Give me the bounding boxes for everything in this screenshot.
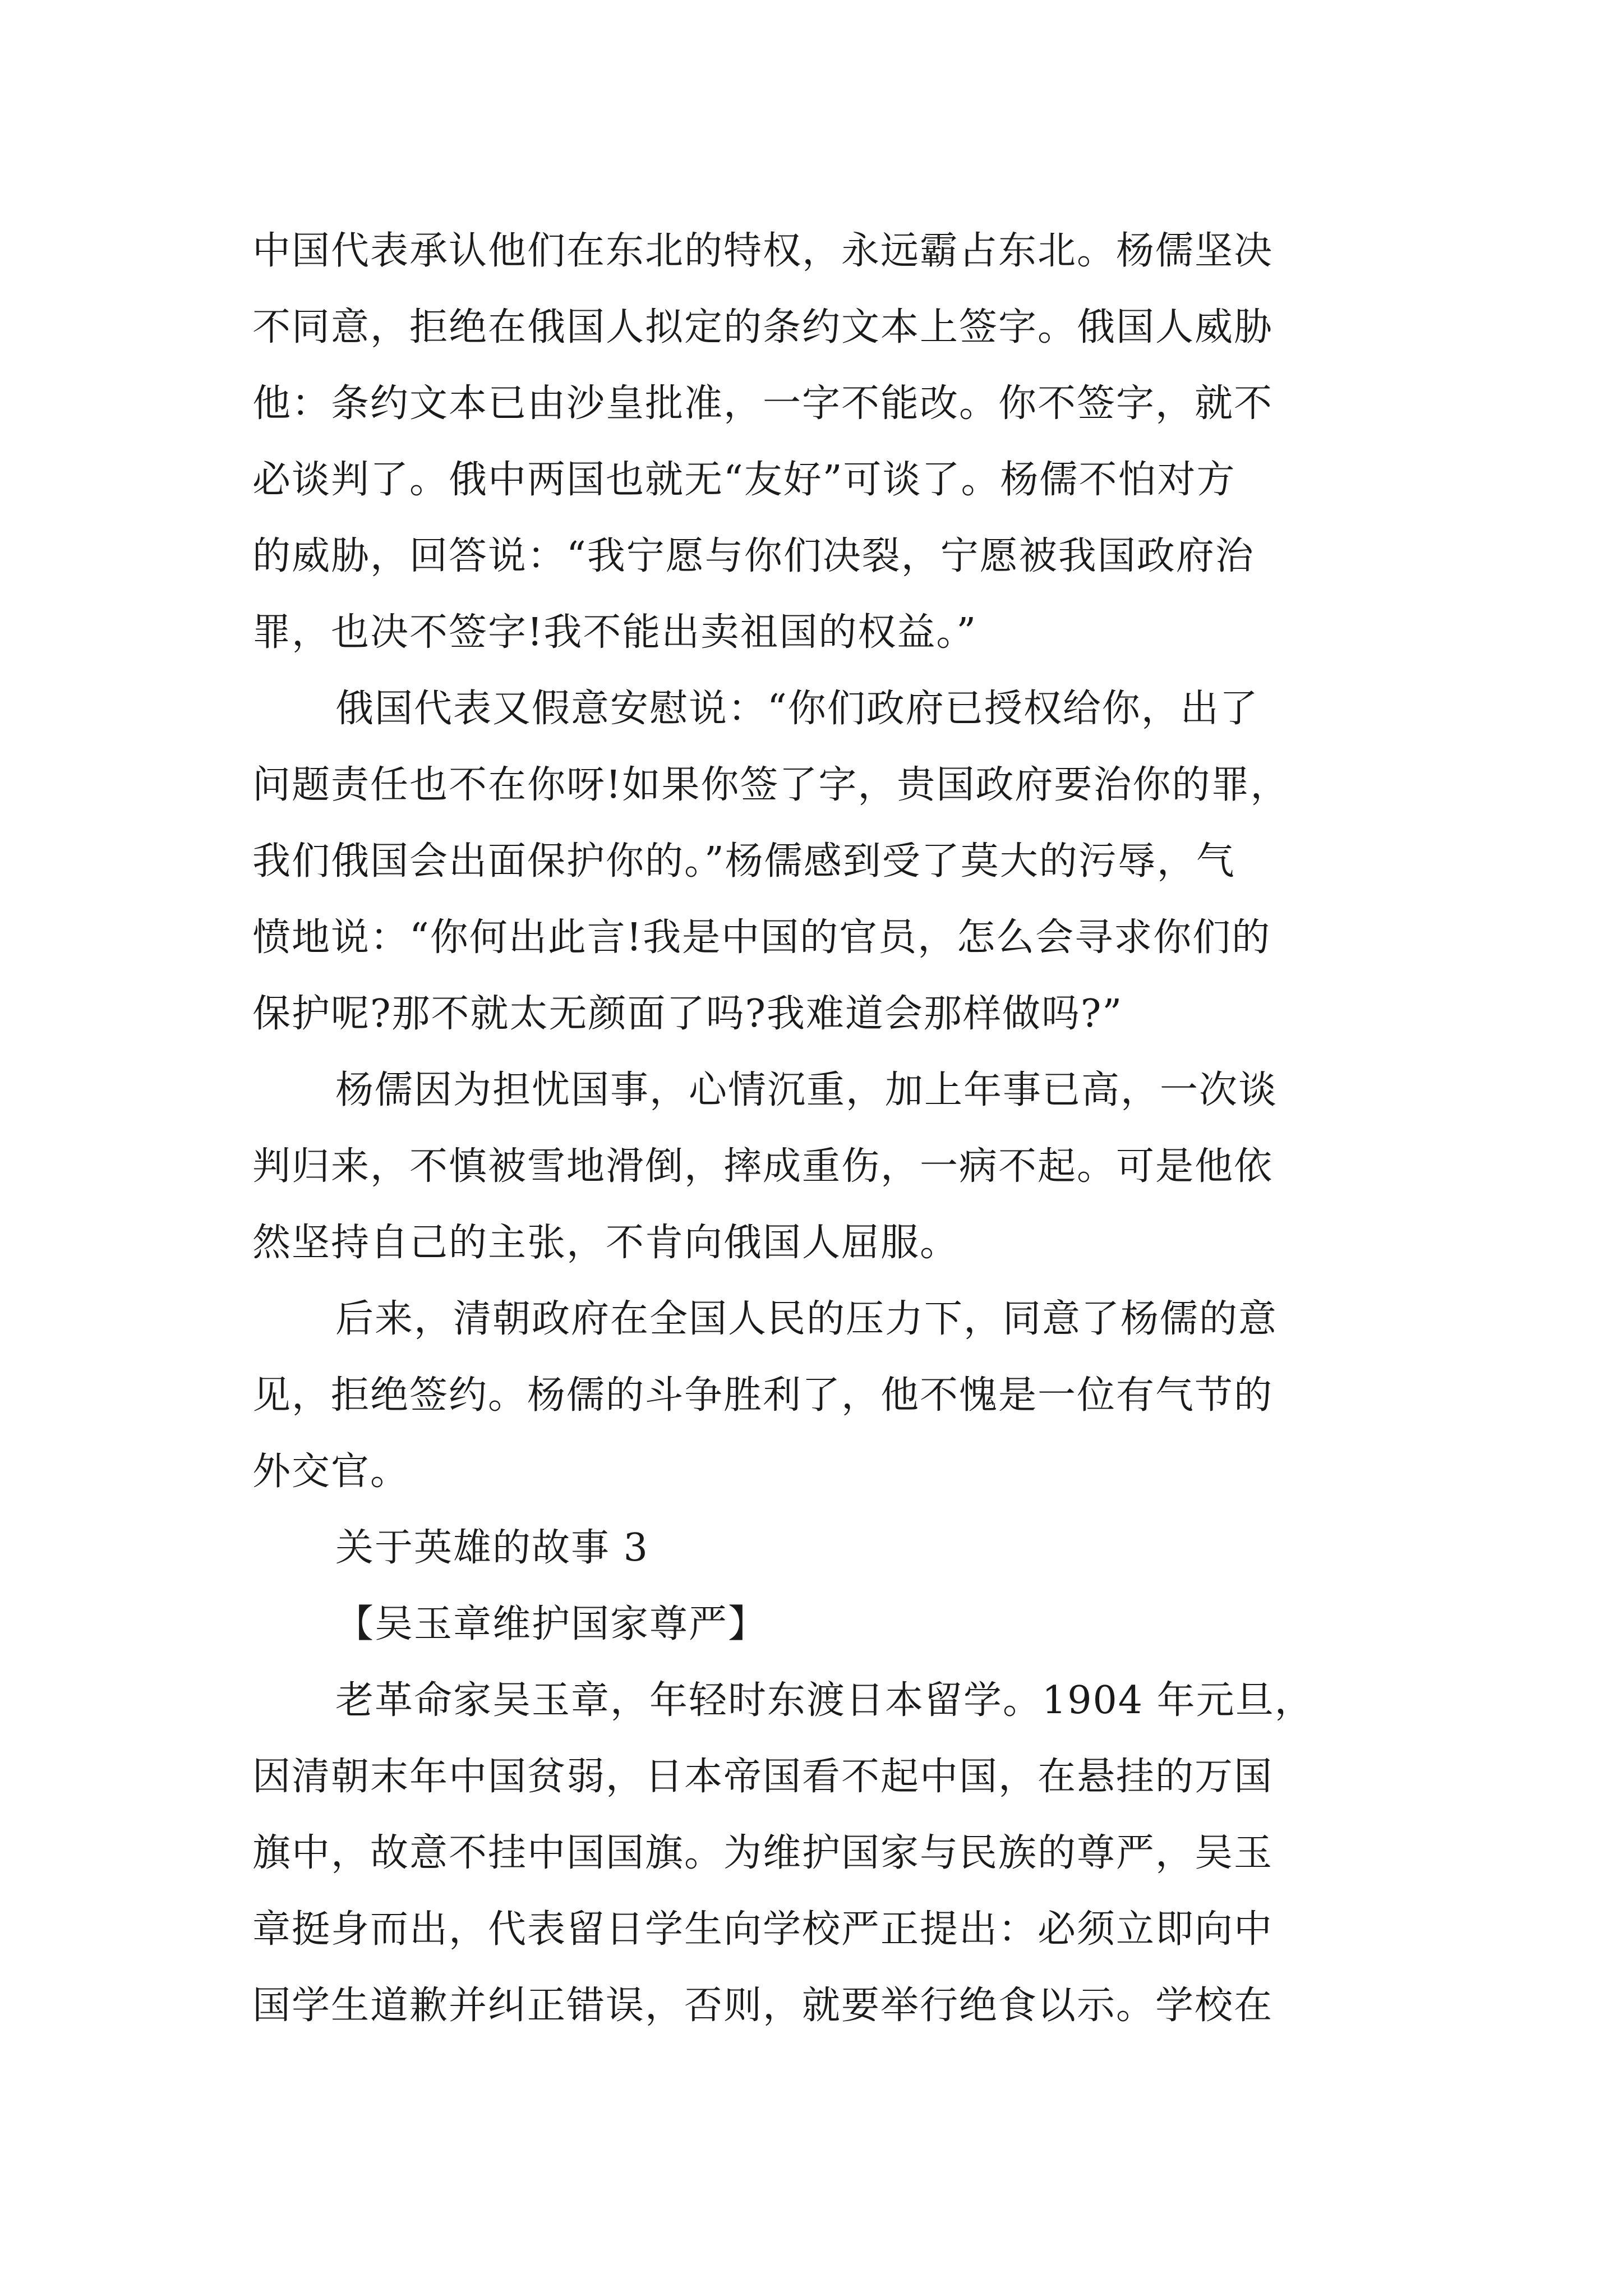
text-line: 见，拒绝签约。杨儒的斗争胜利了，他不愧是一位有气节的: [252, 1373, 1274, 1418]
text-line: 外交官。: [252, 1450, 410, 1494]
text-line: 章挺身而出，代表留日学生向学校严正提出：必须立即向中: [252, 1907, 1274, 1952]
text-line: 的威胁，回答说：“我宁愿与你们决裂，宁愿被我国政府治: [252, 534, 1255, 578]
text-line: 因清朝末年中国贫弱，日本帝国看不起中国，在悬挂的万国: [252, 1755, 1274, 1799]
text-line: 罪，也决不签字!我不能出卖祖国的权益。”: [252, 610, 978, 655]
paragraph-start-line: 俄国代表又假意安慰说：“你们政府已授权给你，出了: [335, 687, 1259, 731]
text-line: 然坚持自己的主张，不肯向俄国人屈服。: [252, 1221, 960, 1265]
story-title: 【吴玉章维护国家尊严】: [335, 1602, 768, 1646]
text-line: 中国代表承认他们在东北的特权，永远霸占东北。杨儒坚决: [252, 229, 1274, 273]
body-text: [252, 213, 1374, 2044]
section-heading: 关于英雄的故事 3: [335, 1526, 649, 1570]
text-line: 不同意，拒绝在俄国人拟定的条约文本上签字。俄国人威胁: [252, 305, 1274, 349]
paragraph-start-line: 后来，清朝政府在全国人民的压力下，同意了杨儒的意: [335, 1297, 1278, 1341]
text-line: 国学生道歉并纠正错误，否则，就要举行绝食以示。学校在: [252, 1984, 1274, 2028]
paragraph-start-line: 老革命家吴玉章，年轻时东渡日本留学。1904 年元旦，: [335, 1678, 1314, 1723]
text-line: 必谈判了。俄中两国也就无“友好”可谈了。杨儒不怕对方: [252, 458, 1236, 502]
text-line: 保护呢?那不就太无颜面了吗?我难道会那样做吗?”: [252, 992, 1123, 1036]
text-line: 判归来，不慎被雪地滑倒，摔成重伤，一病不起。可是他依: [252, 1144, 1274, 1189]
text-line: 他：条约文本已由沙皇批准，一字不能改。你不签字，就不: [252, 381, 1274, 426]
paragraph-start-line: 杨儒因为担忧国事，心情沉重，加上年事已高，一次谈: [335, 1068, 1278, 1112]
text-line: 我们俄国会出面保护你的。”杨儒感到受了莫大的污辱，气: [252, 839, 1235, 884]
text-line: 愤地说：“你何出此言!我是中国的官员，怎么会寻求你们的: [252, 915, 1271, 960]
text-line: 问题责任也不在你呀!如果你签了字，贵国政府要治你的罪，: [252, 763, 1290, 807]
text-line: 旗中，故意不挂中国国旗。为维护国家与民族的尊严，吴玉: [252, 1831, 1274, 1875]
